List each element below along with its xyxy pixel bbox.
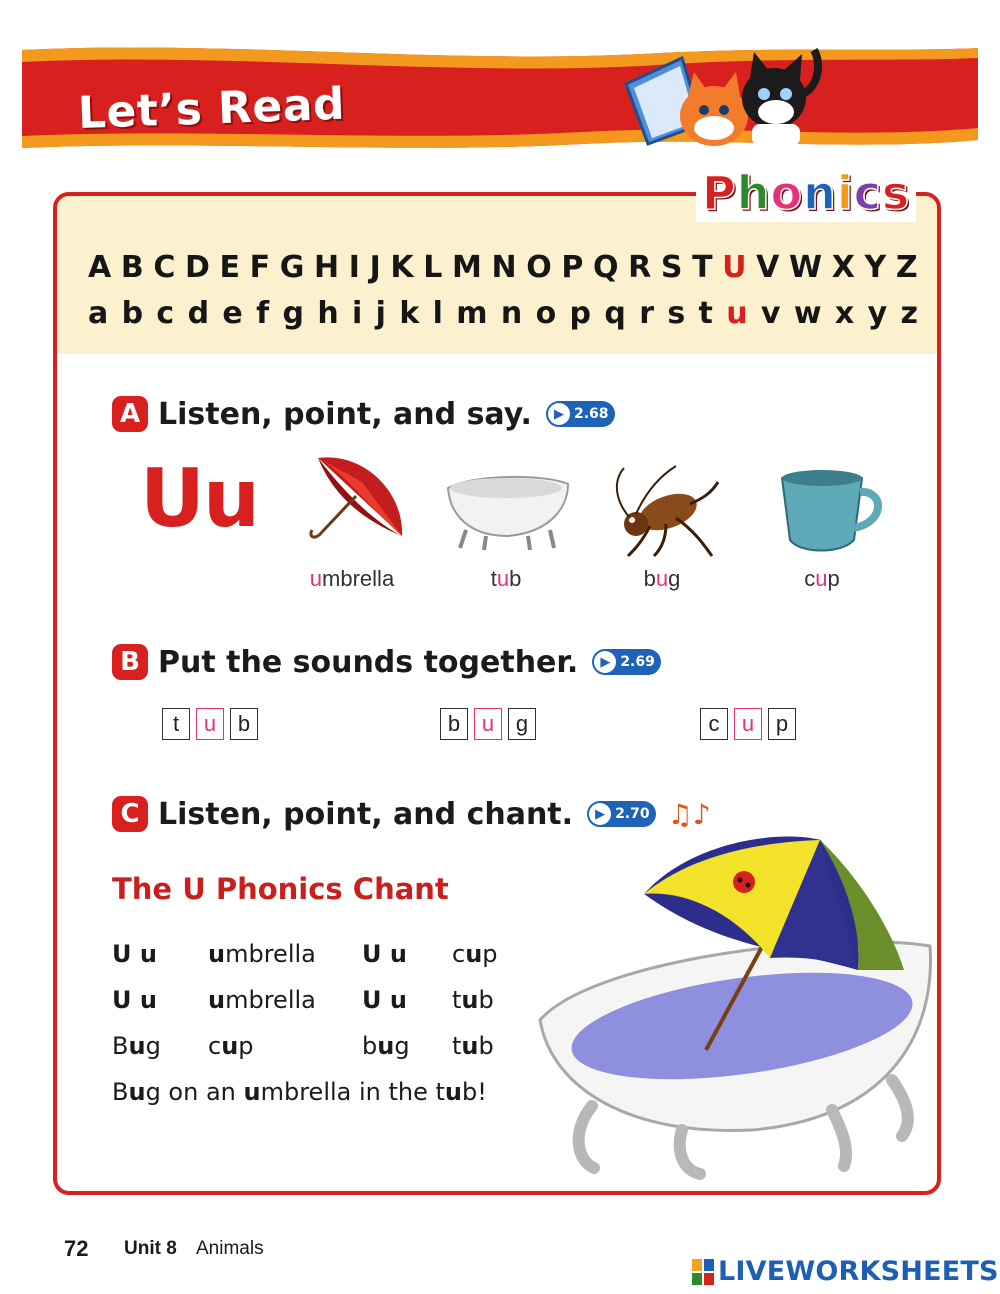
- alphabet-letter: x: [834, 296, 855, 331]
- alphabet-letter: I: [348, 250, 360, 285]
- alphabet-letter: T: [692, 250, 713, 285]
- phonics-label: Phonics: [696, 164, 916, 222]
- sound-box: g: [508, 708, 536, 740]
- section-a-badge: A: [112, 396, 148, 432]
- unit-label: Unit 8: [124, 1238, 177, 1259]
- word-bug: bug: [643, 566, 681, 591]
- alphabet-letter: D: [185, 250, 210, 285]
- unit-topic: Animals: [196, 1238, 264, 1259]
- speaker-icon: ▶: [589, 803, 611, 825]
- big-letter-uu: Uu: [140, 452, 258, 545]
- sound-box-vowel: u: [196, 708, 224, 740]
- alphabet-letter: A: [88, 250, 112, 285]
- alphabet-letter: E: [219, 250, 241, 285]
- alphabet-letter: b: [121, 296, 144, 331]
- liveworksheets-logo-icon: [692, 1259, 714, 1285]
- cats-reading-book-picture: [622, 44, 832, 154]
- chant-line-4: Bug on an umbrella in the tub!: [112, 1078, 487, 1106]
- sound-box: t: [162, 708, 190, 740]
- bathtub-umbrella-picture: [532, 830, 938, 1180]
- alphabet-letter: V: [756, 250, 780, 285]
- cup-picture: [778, 468, 886, 554]
- section-c-title: Listen, point, and chant.: [158, 796, 574, 832]
- uppercase-alphabet: [88, 250, 918, 285]
- alphabet-letter: M: [451, 250, 482, 285]
- alphabet-letter: a: [88, 296, 109, 331]
- alphabet-letter: e: [222, 296, 243, 331]
- sound-boxes-cup: [700, 708, 796, 740]
- alphabet-letter: X: [831, 250, 855, 285]
- alphabet-letter: k: [399, 296, 420, 331]
- alphabet-letter: Q: [592, 250, 619, 285]
- alphabet-letter: y: [867, 296, 888, 331]
- liveworksheets-brand: LIVEWORKSHEETS: [718, 1256, 999, 1287]
- section-b-title: Put the sounds together.: [158, 644, 579, 680]
- alphabet-letter: J: [369, 250, 381, 285]
- liveworksheets-logo[interactable]: [692, 1256, 999, 1287]
- alphabet-letter: l: [432, 296, 443, 331]
- lowercase-alphabet: [88, 296, 918, 331]
- audio-track-c: 2.70: [615, 806, 650, 822]
- alphabet-letter: j: [375, 296, 386, 331]
- alphabet-letter: o: [535, 296, 557, 331]
- alphabet-letter: z: [900, 296, 918, 331]
- sound-box: b: [440, 708, 468, 740]
- audio-button-a[interactable]: [546, 401, 615, 427]
- bug-picture: [606, 462, 722, 558]
- sound-box-vowel: u: [734, 708, 762, 740]
- alphabet-letter: C: [153, 250, 176, 285]
- alphabet-letter: P: [561, 250, 584, 285]
- alphabet-letter: t: [698, 296, 713, 331]
- word-umbrella: umbrella: [309, 566, 395, 591]
- alphabet-letter: H: [314, 250, 340, 285]
- section-b-badge: B: [112, 644, 148, 680]
- alphabet-letter: F: [249, 250, 271, 285]
- alphabet-letter: N: [491, 250, 517, 285]
- audio-track-b: 2.69: [620, 654, 655, 670]
- audio-button-b[interactable]: [592, 649, 661, 675]
- sound-box-vowel: u: [474, 708, 502, 740]
- sound-box: b: [230, 708, 258, 740]
- alphabet-letter: f: [256, 296, 270, 331]
- audio-track-a: 2.68: [573, 406, 609, 422]
- speaker-icon: ▶: [548, 403, 570, 425]
- alphabet-letter: d: [187, 296, 210, 331]
- umbrella-picture: [304, 452, 408, 552]
- word-cup: cup: [804, 566, 840, 591]
- alphabet-letter: u: [726, 296, 748, 331]
- sound-boxes-bug: [440, 708, 536, 740]
- page-title: Let’s Read: [77, 78, 346, 139]
- section-c-badge: C: [112, 796, 148, 832]
- word-tub: tub: [490, 566, 522, 591]
- alphabet-letter: q: [604, 296, 626, 331]
- page-number: 72: [64, 1236, 89, 1261]
- section-a-heading: [112, 396, 615, 432]
- alphabet-letter: g: [282, 296, 304, 331]
- alphabet-letter: L: [423, 250, 443, 285]
- section-a-title: Listen, point, and say.: [158, 396, 532, 432]
- alphabet-letter: h: [317, 296, 339, 331]
- alphabet-letter: S: [660, 250, 683, 285]
- alphabet-letter: c: [156, 296, 175, 331]
- sound-boxes-tub: [162, 708, 258, 740]
- alphabet-letter: W: [789, 250, 823, 285]
- section-b-heading: [112, 644, 661, 680]
- alphabet-letter: s: [667, 296, 686, 331]
- alphabet-letter: R: [628, 250, 652, 285]
- alphabet-letter: r: [639, 296, 654, 331]
- alphabet-letter: O: [526, 250, 552, 285]
- chant-title: The U Phonics Chant: [112, 872, 449, 906]
- alphabet-letter: m: [456, 296, 488, 331]
- alphabet-letter: v: [760, 296, 781, 331]
- alphabet-letter: n: [500, 296, 523, 331]
- audio-button-c[interactable]: [587, 801, 656, 827]
- alphabet-letter: w: [793, 296, 822, 331]
- speaker-icon: ▶: [594, 651, 616, 673]
- alphabet-letter: B: [120, 250, 144, 285]
- alphabet-letter: i: [352, 296, 363, 331]
- alphabet-letter: Z: [895, 250, 918, 285]
- alphabet-letter: U: [722, 250, 747, 285]
- tub-picture: [442, 466, 574, 556]
- sound-box: p: [768, 708, 796, 740]
- sound-box: c: [700, 708, 728, 740]
- section-c-heading: [112, 796, 711, 832]
- alphabet-letter: p: [569, 296, 592, 331]
- music-notes-icon: ♫♪: [667, 797, 711, 831]
- alphabet-letter: G: [279, 250, 305, 285]
- alphabet-letter: K: [390, 250, 414, 285]
- alphabet-letter: Y: [864, 250, 887, 285]
